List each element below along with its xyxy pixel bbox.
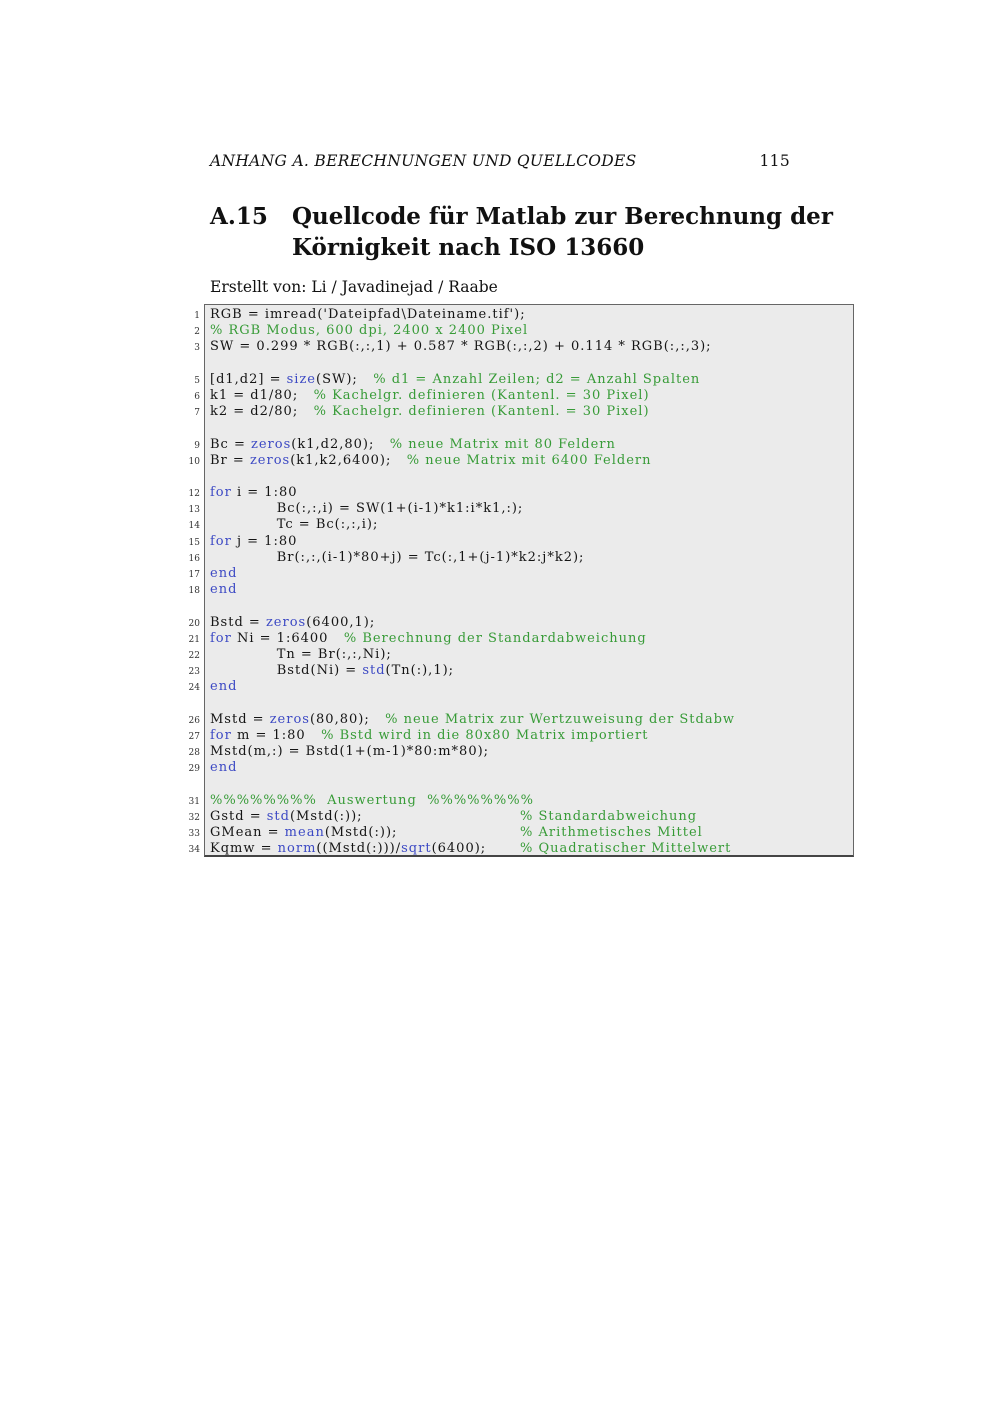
line-number: 20 xyxy=(188,618,200,629)
code-plain: Br = xyxy=(210,452,250,468)
code-line xyxy=(166,453,854,469)
code-text xyxy=(210,744,854,760)
line-number: 34 xyxy=(188,845,200,856)
code-plain: Br(:,:,(i-1)*80+j) = Tc(:,1+(j-1)*k2:j*k2); xyxy=(210,549,585,565)
code-text xyxy=(210,728,854,744)
code-text xyxy=(210,550,854,566)
code-plain: Tc = Bc(:,:,i); xyxy=(210,517,379,533)
code-line xyxy=(166,437,854,453)
code-line xyxy=(166,615,854,631)
page-number: 115 xyxy=(759,152,790,170)
line-number: 29 xyxy=(188,764,200,775)
code-line xyxy=(166,501,854,517)
line-number: 32 xyxy=(188,812,200,823)
code-lines xyxy=(166,307,854,857)
line-number: 10 xyxy=(188,456,200,467)
code-line xyxy=(166,841,854,857)
code-line xyxy=(166,420,854,436)
code-plain: RGB = imread('Dateipfad\Dateiname.tif'); xyxy=(210,307,526,322)
code-line xyxy=(166,404,854,420)
running-header xyxy=(210,152,790,170)
section-title-text xyxy=(292,201,833,263)
code-plain: [d1,d2] = xyxy=(210,371,287,387)
line-number: 26 xyxy=(188,715,200,726)
code-line xyxy=(166,534,854,550)
running-header-text: ANHANG A. BERECHNUNGEN UND QUELLCODES xyxy=(210,152,637,170)
line-number: 16 xyxy=(188,553,200,564)
code-text xyxy=(210,679,854,695)
code-line xyxy=(166,372,854,388)
code-line xyxy=(166,582,854,598)
code-keyword: end xyxy=(210,566,238,581)
code-keyword: sqrt xyxy=(401,841,432,857)
code-keyword: std xyxy=(362,663,386,679)
code-plain: (k1,k2,6400); xyxy=(290,452,407,468)
line-number: 9 xyxy=(194,440,200,451)
code-comment: % neue Matrix zur Wertzuweisung der Stdabw xyxy=(385,711,736,727)
code-line xyxy=(166,744,854,760)
code-line xyxy=(166,776,854,792)
code-plain: m = 1:80 xyxy=(231,727,322,743)
code-keyword: end xyxy=(210,760,238,776)
code-line xyxy=(166,307,854,323)
code-keyword: zeros xyxy=(249,452,291,468)
code-keyword: for xyxy=(210,485,232,501)
code-text xyxy=(210,453,854,469)
code-line xyxy=(166,550,854,566)
code-comment: % Standardabweichung xyxy=(520,808,698,824)
code-plain: Bc(:,:,i) = SW(1+(i-1)*k1:i*k1,:); xyxy=(210,501,524,517)
code-keyword: std xyxy=(266,808,290,824)
code-text xyxy=(210,534,854,550)
code-plain: k1 = d1/80; xyxy=(210,387,314,403)
code-text xyxy=(210,841,854,857)
line-number: 21 xyxy=(188,634,200,645)
code-keyword: zeros xyxy=(269,711,310,727)
code-comment: % neue Matrix mit 80 Feldern xyxy=(389,436,616,452)
code-keyword: zeros xyxy=(265,614,307,630)
code-line xyxy=(166,793,854,809)
line-number: 24 xyxy=(188,683,200,694)
code-line xyxy=(166,469,854,485)
author-byline: Erstellt von: Li / Javadinejad / Raabe xyxy=(210,278,498,296)
code-comment: % Berechnung der Standardabweichung xyxy=(343,630,647,646)
code-plain: (6400); xyxy=(431,841,487,857)
code-plain: (80,80); xyxy=(309,711,386,727)
line-number: 23 xyxy=(188,667,200,678)
code-text xyxy=(210,323,854,339)
code-plain: (SW); xyxy=(316,371,374,387)
code-line xyxy=(166,647,854,663)
code-line xyxy=(166,517,854,533)
code-text xyxy=(210,582,854,598)
code-comment: % Quadratischer Mittelwert xyxy=(520,841,732,857)
code-plain: Gstd = xyxy=(210,808,267,824)
line-number: 18 xyxy=(188,586,200,597)
code-plain: Bstd(Ni) = xyxy=(210,663,363,679)
code-plain: k2 = d2/80; xyxy=(210,404,314,420)
code-line xyxy=(166,679,854,695)
code-plain: Kqmw = xyxy=(210,841,278,857)
code-line xyxy=(166,388,854,404)
code-line xyxy=(166,663,854,679)
code-line xyxy=(166,566,854,582)
code-keyword: for xyxy=(210,727,232,743)
section-number: A.15 xyxy=(210,203,268,230)
code-keyword: for xyxy=(210,630,232,646)
line-number: 13 xyxy=(188,505,200,516)
section-title-line2: Körnigkeit nach ISO 13660 xyxy=(292,234,645,261)
code-text xyxy=(210,517,854,533)
code-keyword: norm xyxy=(277,841,317,857)
line-number: 1 xyxy=(194,311,200,321)
section-title xyxy=(210,201,833,263)
line-number: 22 xyxy=(188,650,200,661)
code-line xyxy=(166,728,854,744)
code-line xyxy=(166,598,854,614)
code-plain: SW = 0.299 * RGB(:,:,1) + 0.587 * RGB(:,:,2) + 0.114 * RGB(:,:,3); xyxy=(210,339,712,355)
code-comment: %%%%%%%% Auswertung %%%%%%%% xyxy=(210,792,534,808)
code-text xyxy=(210,631,854,647)
code-plain: Bc = xyxy=(210,436,251,452)
code-keyword: zeros xyxy=(251,436,292,452)
code-line xyxy=(166,712,854,728)
code-text xyxy=(210,566,854,582)
code-text xyxy=(210,485,854,501)
code-comment: % RGB Modus, 600 dpi, 2400 x 2400 Pixel xyxy=(210,323,529,339)
code-plain: (6400,1); xyxy=(306,614,376,630)
code-line xyxy=(166,323,854,339)
code-text xyxy=(210,501,854,517)
code-text xyxy=(210,307,854,323)
code-text xyxy=(210,712,854,728)
code-keyword: size xyxy=(286,371,316,387)
line-number: 17 xyxy=(188,570,200,580)
code-line xyxy=(166,825,854,841)
code-text xyxy=(210,760,854,776)
code-text xyxy=(210,404,854,420)
code-plain: Tn = Br(:,:,Ni); xyxy=(210,646,392,662)
code-plain: GMean = xyxy=(210,825,285,840)
section-title-line1: Quellcode für Matlab zur Berechnung der xyxy=(292,203,833,230)
code-text xyxy=(210,372,854,388)
code-line xyxy=(166,809,854,825)
code-line xyxy=(166,485,854,501)
code-keyword: end xyxy=(210,582,238,598)
line-number: 31 xyxy=(188,796,200,807)
code-text xyxy=(210,437,854,453)
code-line xyxy=(166,696,854,712)
code-line xyxy=(166,356,854,372)
code-line xyxy=(166,631,854,647)
code-comment: % neue Matrix mit 6400 Feldern xyxy=(406,452,652,468)
code-plain: j = 1:80 xyxy=(231,533,298,549)
line-number: 28 xyxy=(188,748,200,759)
code-plain: ((Mstd(:)))/ xyxy=(316,841,402,857)
code-text xyxy=(210,809,854,825)
code-text xyxy=(210,793,854,809)
line-number: 33 xyxy=(188,829,200,839)
code-plain: (Tn(:),1); xyxy=(385,663,455,679)
line-number: 5 xyxy=(194,375,200,386)
code-comment: % Arithmetisches Mittel xyxy=(520,825,703,840)
code-plain: (Mstd(:)); xyxy=(289,808,363,824)
code-text xyxy=(210,647,854,663)
code-plain: i = 1:80 xyxy=(231,485,298,501)
code-comment: % d1 = Anzahl Zeilen; d2 = Anzahl Spalten xyxy=(373,371,701,387)
line-number: 27 xyxy=(188,731,200,742)
line-number: 3 xyxy=(194,343,200,354)
code-text xyxy=(210,615,854,631)
line-number: 6 xyxy=(194,391,200,402)
code-text xyxy=(210,825,854,841)
code-keyword: for xyxy=(210,533,232,549)
code-plain: (k1,d2,80); xyxy=(291,436,390,452)
code-text xyxy=(210,388,854,404)
code-text xyxy=(210,339,854,355)
code-text xyxy=(210,663,854,679)
code-line xyxy=(166,760,854,776)
line-number: 7 xyxy=(194,408,200,419)
code-line xyxy=(166,339,854,355)
code-plain: Ni = 1:6400 xyxy=(231,630,344,646)
line-number: 2 xyxy=(194,327,200,338)
code-keyword: mean xyxy=(284,825,325,840)
line-number: 12 xyxy=(188,489,200,500)
code-plain: Bstd = xyxy=(210,614,266,630)
code-comment: % Kachelgr. definieren (Kantenl. = 30 Pixel) xyxy=(313,387,650,403)
code-plain: Mstd = xyxy=(210,711,270,727)
code-plain: (Mstd(:)); xyxy=(324,825,398,840)
line-number: 15 xyxy=(188,537,200,548)
code-comment: % Bstd wird in die 80x80 Matrix importiert xyxy=(321,727,649,743)
code-comment: % Kachelgr. definieren (Kantenl. = 30 Pixel) xyxy=(313,404,650,420)
line-number: 14 xyxy=(188,521,200,532)
code-plain: Mstd(m,:) = Bstd(1+(m-1)*80:m*80); xyxy=(210,744,490,760)
code-keyword: end xyxy=(210,679,238,695)
